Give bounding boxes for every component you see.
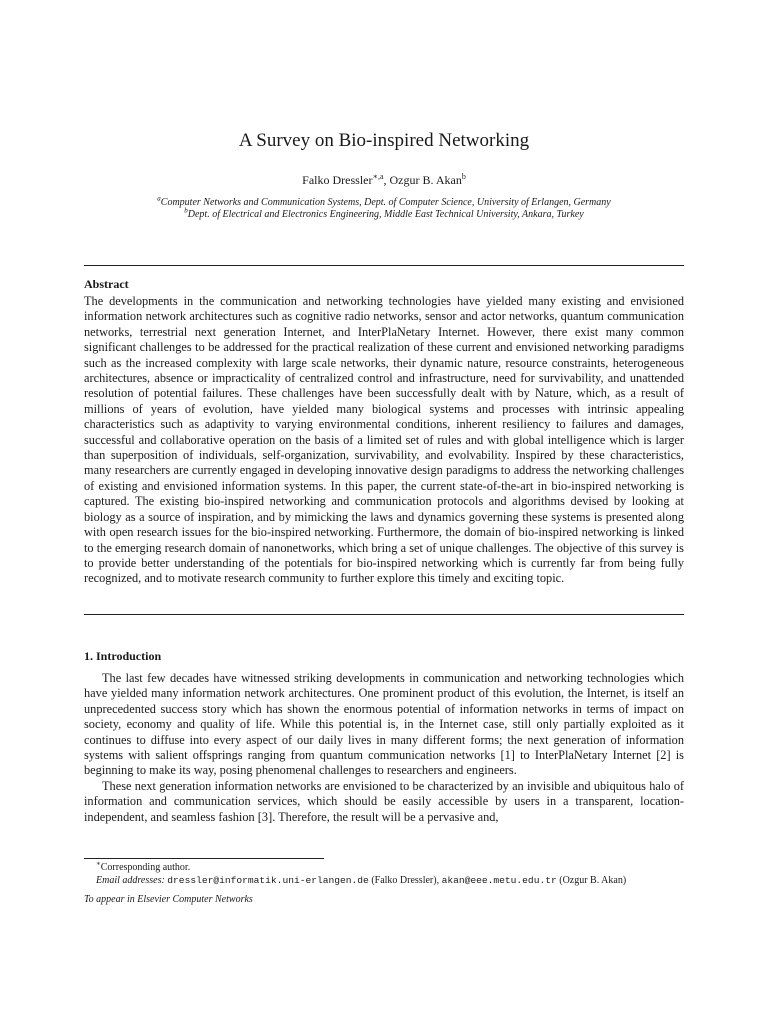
footnote-emails — [84, 874, 684, 887]
footnote-rule — [84, 858, 324, 859]
email-link[interactable]: akan@eee.metu.edu.tr — [441, 875, 557, 886]
affiliation — [0, 194, 768, 209]
email-label: Email addresses: — [96, 875, 165, 886]
author-marks: b — [461, 172, 466, 181]
footnote-corresponding — [84, 861, 684, 874]
affiliation — [0, 206, 768, 221]
paragraph: These next generation information networks are envisioned to be characterized by an invisible and ubiquitous halo of information and communication services, which should be easily accessible by users in a transparent, location-independent, and seamless fashion [3]. Therefore, the result will be a pervasive and, — [84, 778, 684, 824]
paper-title: A Survey on Bio-inspired Networking — [238, 130, 530, 151]
paragraph: The last few decades have witnessed striking developments in communication and networking technologies which have yielded many information network architectures. One prominent product of this evolution, the Internet, is itself an unprecedented success story which has shown the enormous potential of information networks in terms of impact on society, economy and quality of life. While this potential is, in the Internet case, still only partially exploited as it continues to diffuse into every aspect of our daily lives in many different forms; the next generation of information systems with salient offsprings ranging from quantum communication networks [1] to InterPlaNetary Internet [2] is beginning to make its way, posing phenomenal challenges to researchers and engineers. — [84, 671, 684, 778]
author-marks: ∗,a — [372, 172, 384, 181]
abstract-top-rule — [84, 265, 684, 266]
section-heading: 1. Introduction — [84, 649, 162, 663]
footnote-corresponding-text: Corresponding author. — [100, 862, 191, 873]
email-link[interactable]: dressler@informatik.uni-erlangen.de — [167, 875, 369, 886]
author-name: Falko Dressler — [302, 173, 373, 187]
email-owner: (Falko Dressler), — [371, 875, 440, 886]
footnote-mark: ∗ — [96, 859, 101, 868]
footnote — [84, 861, 684, 887]
affiliation-mark: b — [184, 206, 188, 215]
author-line — [0, 172, 768, 188]
abstract-text: The developments in the communication and networking technologies have yielded many existing and envisioned information network architectures such as cognitive radio networks, sensor and actor networks, quantum communication networks, terrestrial next generation Internet, and InterPlaNetary Internet. However, there exist many common significant challenges to be addressed for the practical realization of these current and envisioned networking paradigms such as the increased complexity with large scale networks, their dynamic nature, resource constraints, heterogeneous architectures, absence or impracticality of centralized control and infrastructure, need for survivability, and unattended resolution of potential failures. These challenges have been successfully dealt with by Nature, which, as a result of millions of years of evolution, have yielded many biological systems and processes with intrinsic appealing characteristics such as adaptivity to varying environmental conditions, inherent resiliency to failures and damages, successful and collaborative operation on the basis of a limited set of rules and with global intelligence which is larger than superposition of individuals, self-organization, survivability, and evolvability. Inspired by these characteristics, many researchers are currently engaged in developing innovative design paradigms to address the networking challenges of existing and envisioned information systems. In this paper, the current state-of-the-art in bio-inspired networking is captured. The existing bio-inspired networking and communication protocols and algorithms devised by looking at biology as a source of inspiration, and by mimicking the laws and dynamics governing these systems is presented along with open research issues for the bio-inspired networking. Furthermore, the domain of bio-inspired networking is linked to the emerging research domain of nanonetworks, which bring a set of unique challenges. The objective of this survey is to provide better understanding of the potentials for bio-inspired networking which is currently far from being fully recognized, and to motivate research community to further explore this timely and exciting topic. — [84, 294, 684, 586]
abstract-heading: Abstract — [84, 277, 129, 291]
abstract-bottom-rule — [84, 614, 684, 615]
affiliation-mark: a — [157, 194, 161, 203]
author-separator: , — [383, 173, 390, 187]
email-owner: (Ozgur B. Akan) — [559, 875, 627, 886]
affiliation-text: Computer Networks and Communication Systems, Dept. of Computer Science, University of Erlangen, Germany — [160, 197, 611, 208]
publication-note: To appear in Elsevier Computer Networks — [84, 894, 253, 905]
section-body — [84, 671, 684, 825]
affiliation-text: Dept. of Electrical and Electronics Engineering, Middle East Technical University, Ankara, Turkey — [187, 209, 584, 220]
author-name: Ozgur B. Akan — [389, 173, 462, 187]
